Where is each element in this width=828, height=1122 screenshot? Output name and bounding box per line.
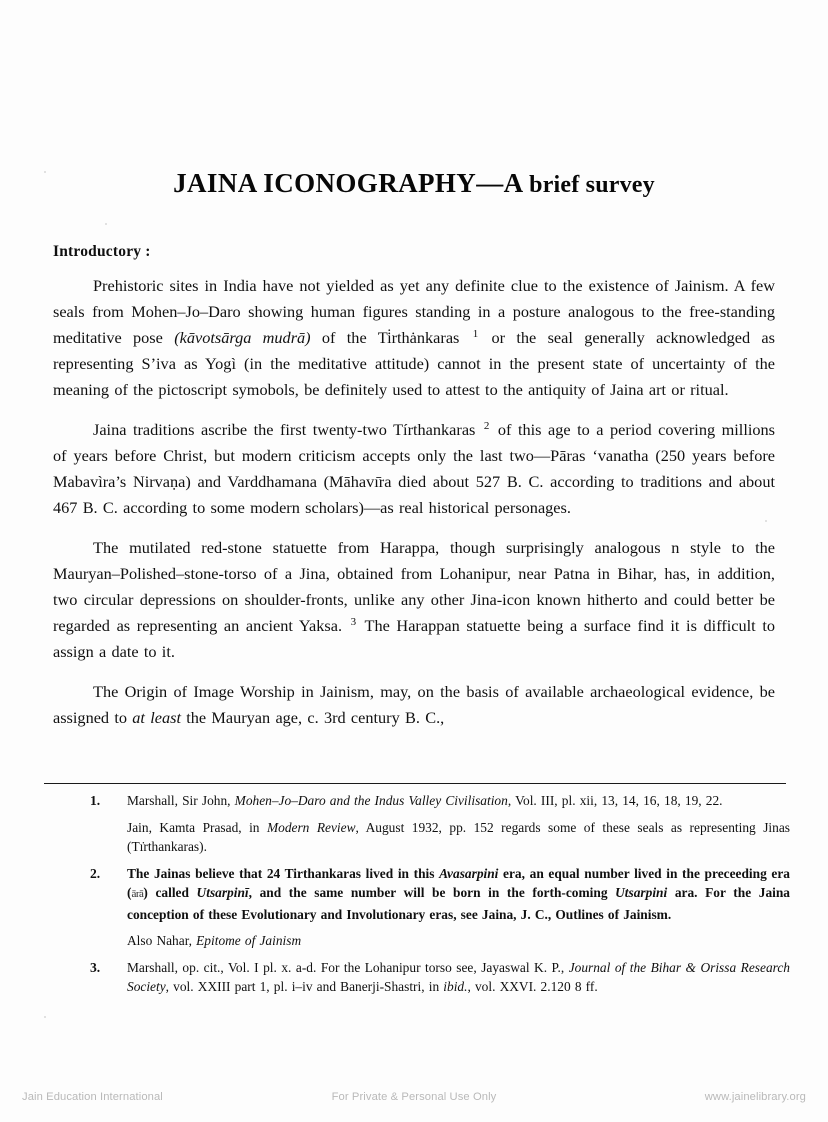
paragraph-3 [53, 535, 775, 665]
footnote-separator [44, 783, 786, 784]
page-title-dash: —A [476, 168, 522, 198]
scan-speckle [105, 223, 107, 225]
paragraph-3-part-a: The mutilated red-stone statuette from Harappa, though surprisingly analogous n style to the Mauryan–Polished–stone-torso of a Jina, obtained from Lohanipur, near Patna in Bihar, has, in addition, two circular depressions on shoulder-fronts, unlike any other Jina-icon known hitherto and could better be regarded as representing an ancient Yaksa. [53, 538, 775, 635]
body-text [53, 243, 775, 731]
footnote-2-text: The Jainas believe that 24 Tirthankaras lived in this Avasarpini era, an equal number lived in the preceeding era (ārā) called Utsarpinī, and the same number will be born in the forth-coming Utsarpini ara. For the Jaina conception of these Evolutionary and Involutionary eras, see Jaina, J. C., Outlines of Jainism. [127, 865, 791, 922]
paragraph-1-transliteration: (kāvotsārga mudrā) [174, 328, 311, 347]
footer-organization: Jain Education International [22, 1091, 163, 1103]
footnote-list [90, 791, 790, 1004]
footnote-2-extra: Also Nahar, Epitome of Jainism [127, 933, 302, 948]
paragraph-2-part-b: of this age to a period covering millions of years before Christ, but modern criticism accepts only the last two—Pāras ‘vanatha (250 years before Mabavìra’s Nirvaṇa) and Varddhamana (Māhavı̄ra died about 527 B. C. according to traditions and about 467 B. C. according to some modern scholars)—as real historical personages. [53, 420, 775, 517]
page-title-subtitle: brief survey [529, 172, 655, 198]
footnote-ref-2[interactable]: 2 [483, 419, 490, 432]
footnote-1-number: 1. [90, 793, 101, 808]
footnote-ref-3[interactable]: 3 [350, 615, 357, 628]
paragraph-2-part-a: Jaina traditions ascribe the first twenty-two Tírthankaras [93, 420, 482, 439]
paragraph-4-part-b: the Mauryan age, c. 3rd century B. C., [180, 708, 445, 727]
footer-usage-notice: For Private & Personal Use Only [331, 1091, 497, 1103]
page-title [0, 168, 828, 199]
paragraph-4 [53, 679, 775, 731]
footnote-ref-1[interactable]: 1 [472, 327, 479, 340]
paragraph-1 [53, 273, 775, 403]
footnote-1 [90, 791, 790, 811]
page-title-main: JAINA ICONOGRAPHY [173, 168, 477, 198]
paragraph-2 [53, 417, 775, 521]
scan-speckle [44, 1016, 46, 1018]
paragraph-1-part-a: Prehistoric sites in India have not yielded as yet any definite clue to the existence of Jainism. A few seals from Mohen–Jo–Daro showing human figures standing in a posture analogous to the free-standing meditative pose [53, 276, 775, 347]
paragraph-1-part-b: of the Ti̇rthȧnkaras [310, 328, 471, 347]
section-heading: Introductory : [53, 243, 151, 260]
footnote-3-text: Marshall, op. cit., Vol. I pl. x. a-d. For the Lohanipur torso see, Jayaswal K. P., Journal of the Bihar & Orissa Research Society, vol. XXIII part 1, pl. i–iv and Banerji-Shastri, in ibid., vol. XXVI. 2.120 8 ff. [127, 959, 790, 994]
footnote-1-extra: Jain, Kamta Prasad, in Modern Review, August 1932, pp. 152 regards some of these seals as representing Jinas (Tı̇rthankaras). [127, 819, 790, 854]
page-footer [0, 1086, 828, 1108]
footnote-2 [90, 864, 790, 925]
footnote-3-number: 3. [90, 959, 101, 975]
paragraph-1-part-c: or the seal generally acknowledged as representing S’iva as Yogì (in the meditative attitude) cannot in the present state of uncertainty of the meaning of the pictoscript symobols, be definitely used to attest to the antiquity of Jaina art or ritual. [53, 328, 775, 399]
footnote-2-number: 2. [90, 865, 101, 881]
footnote-1-text: Marshall, Sir John, Mohen–Jo–Daro and the Indus Valley Civilisation, Vol. III, pl. xii, 13, 14, 16, 18, 19, 22. [127, 793, 723, 808]
paragraph-4-part-a: The Origin of Image Worship in Jainism, may, on the basis of available archaeological evidence, be assigned to [53, 682, 775, 727]
paragraph-4-emphasis: at least [132, 708, 181, 727]
footer-website-url[interactable]: www.jainelibrary.org [704, 1091, 806, 1103]
footnote-3 [90, 958, 790, 997]
paragraph-3-part-b: The Harappan statuette being a surface find it is difficult to assign a date to it. [53, 616, 775, 661]
